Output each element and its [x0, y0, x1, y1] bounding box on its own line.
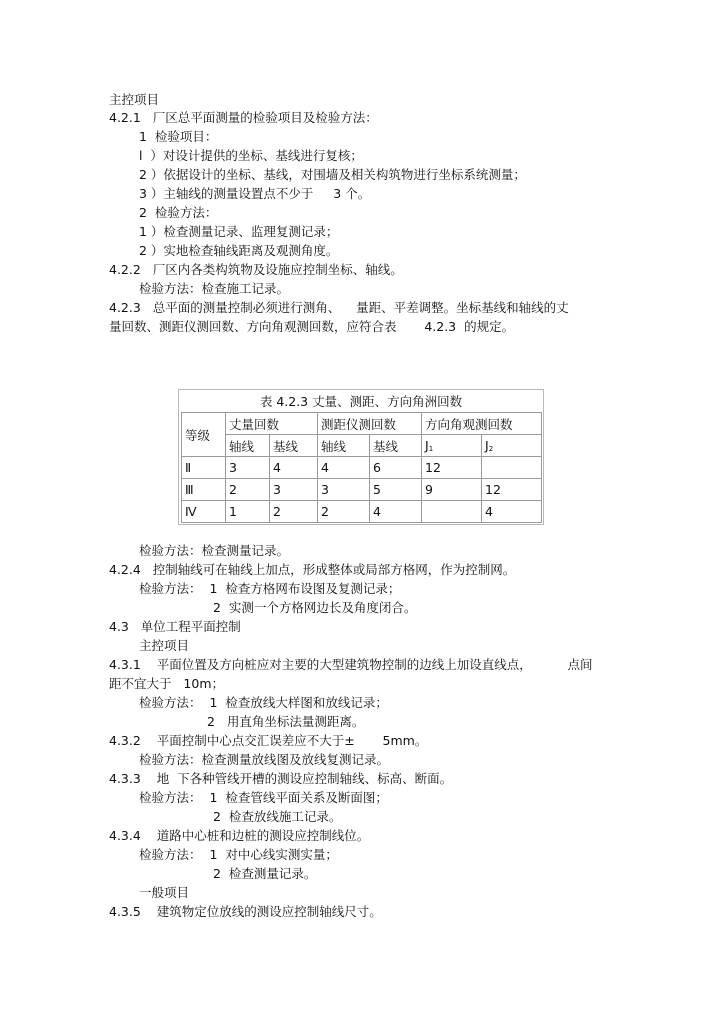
clause-4-2-1: 4.2.1 厂区总平面测量的检验项目及检验方法： — [109, 110, 378, 125]
header-j1: $J_1$ — [422, 435, 482, 457]
clause-4-2-3-line1: 4.2.3 总平面的测量控制必须进行测角、 量距、平差调整。坐标基线和轴线的丈 — [109, 300, 569, 315]
clause-4-3-2: 4.3.2 平面控制中心点交汇误差应不大于± 5mm。 — [109, 733, 428, 748]
clause-4-3-2-method: 检验方法：检查测量放线图及放线复测记录。 — [139, 752, 390, 767]
cell: 4 — [318, 457, 370, 479]
cell: 12 — [482, 479, 542, 501]
cell: 2 — [226, 479, 270, 501]
item-2: 2 ）依据设计的坐标、基线，对围墙及相关构筑物进行坐标系统测量； — [139, 167, 526, 182]
clause-4-2-4-method-2: 2 实测一个方格网边长及角度闭合。 — [213, 600, 417, 615]
clause-4-3-1-method-2: 2 用直角坐标法量测距离。 — [207, 714, 365, 729]
table-4-2-3 — [178, 389, 544, 525]
clause-4-2-2: 4.2.2 厂区内各类构筑物及设施应控制坐标、轴线。 — [109, 262, 403, 277]
cell: 2 — [318, 501, 370, 523]
method-2: 2 ）实地检查轴线距离及观测角度。 — [139, 243, 339, 258]
clause-4-2-4-method-1: 检验方法： 1 检查方格网布设图及复测记录； — [139, 581, 401, 596]
table-row — [182, 457, 542, 479]
cell: 4 — [270, 457, 318, 479]
cell-grade: Ⅱ — [182, 457, 226, 479]
clause-4-3-4-method-1: 检验方法： 1 对中心线实测实量； — [139, 847, 338, 862]
section-4-3: 4.3 单位工程平面控制 — [109, 619, 241, 634]
cell — [422, 501, 482, 523]
header-j2: $J_2$ — [482, 435, 542, 457]
clause-4-3-5: 4.3.5 建筑物定位放线的测设应控制轴线尺寸。 — [109, 904, 382, 919]
clause-4-3-3: 4.3.3 地 下各种管线开槽的测设应控制轴线、标高、断面。 — [109, 771, 453, 786]
clause-4-2-2-method: 检验方法：检查施工记录。 — [139, 281, 290, 296]
table-method: 检验方法：检查测量记录。 — [139, 543, 290, 558]
section-heading-general: 一般项目 — [139, 885, 190, 900]
table-header-row-2 — [182, 435, 542, 457]
cell: 1 — [226, 501, 270, 523]
item-1: l ）对设计提供的坐标、基线进行复核； — [139, 148, 363, 163]
header-axis-2: 轴线 — [318, 435, 370, 457]
header-base-1: 基线 — [270, 435, 318, 457]
header-base-2: 基线 — [370, 435, 422, 457]
header-axis-1: 轴线 — [226, 435, 270, 457]
clause-4-2-4: 4.2.4 控制轴线可在轴线上加点，形成整体或局部方格网，作为控制网。 — [109, 562, 516, 577]
clause-4-3-3-method-1: 检验方法： 1 检查管线平面关系及断面图； — [139, 790, 388, 805]
section-heading-main-control-2: 主控项目 — [139, 638, 190, 653]
cell-grade: Ⅲ — [182, 479, 226, 501]
method-1: 1 ）检查测量记录、监理复测记录； — [139, 224, 339, 239]
clause-4-3-1-line2: 距不宜大于 10m； — [109, 676, 225, 691]
cell: 3 — [226, 457, 270, 479]
clause-4-3-4-method-2: 2 检查测量记录。 — [213, 866, 317, 881]
cell: 4 — [370, 501, 422, 523]
cell: 2 — [270, 501, 318, 523]
table-row — [182, 501, 542, 523]
item-3: 3 ）主轴线的测量设置点不少于 3 个。 — [139, 186, 371, 201]
cell: 9 — [422, 479, 482, 501]
cell: 6 — [370, 457, 422, 479]
cell — [482, 457, 542, 479]
section-heading-main-control: 主控项目 — [109, 92, 160, 107]
header-edm-count: 测距仪测回数 — [318, 413, 422, 435]
header-grade: 等级 — [182, 413, 226, 457]
header-taping-count: 丈量回数 — [226, 413, 318, 435]
clause-4-3-1-method-1: 检验方法： 1 检查放线大样图和放线记录； — [139, 695, 388, 710]
cell: 3 — [270, 479, 318, 501]
measurement-count-table — [181, 412, 542, 523]
cell: 12 — [422, 457, 482, 479]
cell: 5 — [370, 479, 422, 501]
cell-grade: Ⅳ — [182, 501, 226, 523]
inspection-items-heading: 1 检验项目： — [139, 129, 218, 144]
table-caption: 表 4.2.3 丈量、测距、方向角洲回数 — [259, 394, 463, 409]
inspection-method-heading: 2 检验方法： — [139, 205, 218, 220]
clause-4-3-1-line1: 4.3.1 平面位置及方向桩应对主要的大型建筑物控制的边线上加设直线点， 点间 — [109, 657, 593, 672]
clause-4-2-3-line2: 量回数、测距仪测回数、方向角观测回数，应符合表 4.2.3 的规定。 — [109, 319, 515, 334]
table-row — [182, 479, 542, 501]
table-header-row-1 — [182, 413, 542, 435]
cell: 4 — [482, 501, 542, 523]
header-azimuth-count: 方向角观测回数 — [422, 413, 542, 435]
cell: 3 — [318, 479, 370, 501]
clause-4-3-3-method-2: 2 检查放线施工记录。 — [213, 809, 342, 824]
clause-4-3-4: 4.3.4 道路中心桩和边桩的测设应控制线位。 — [109, 828, 370, 843]
